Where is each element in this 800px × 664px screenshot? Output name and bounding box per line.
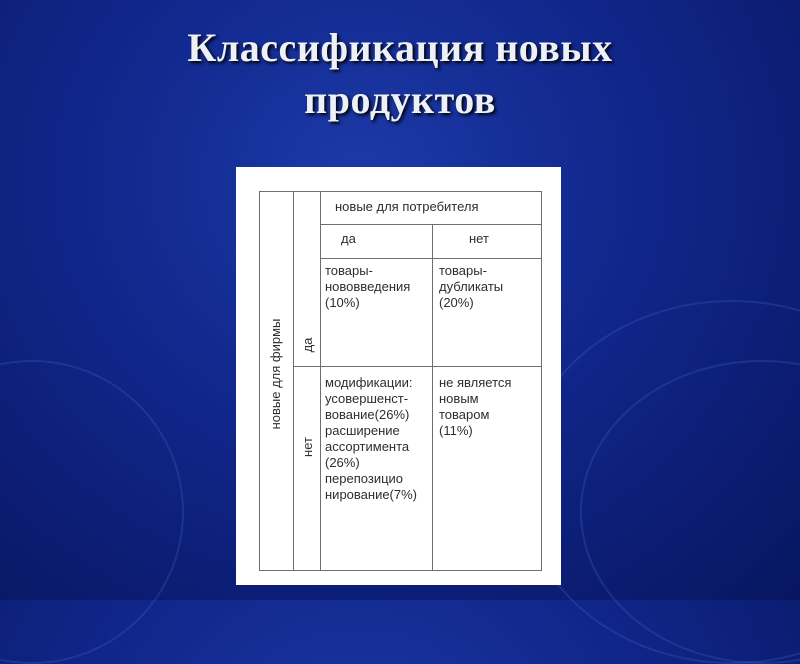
row-no-label: нет xyxy=(300,437,315,457)
row-no-cell xyxy=(293,366,321,571)
cell-firm-no-consumer-yes xyxy=(320,366,433,571)
cell-modifications-text: модификации: усовершенст- вование(26%) расширение ассортимента (26%) перепозицио нирование(7%) xyxy=(325,375,418,502)
consumer-header-label: новые для потребителя xyxy=(335,199,479,214)
background-swirl xyxy=(0,360,184,664)
classification-table xyxy=(236,167,561,585)
cell-not-new-text: не является новым товаром (11%) xyxy=(439,375,512,438)
col-no-label: нет xyxy=(469,231,489,246)
col-yes-cell xyxy=(320,224,433,259)
cell-duplicates-text: товары- дубликаты (20%) xyxy=(439,263,504,310)
cell-firm-yes-consumer-no xyxy=(432,258,542,367)
cell-firm-yes-consumer-yes xyxy=(320,258,433,367)
firm-header-cell xyxy=(259,191,294,571)
firm-header-label: новые для фирмы xyxy=(268,318,283,430)
row-yes-cell xyxy=(293,191,321,367)
row-yes-label: да xyxy=(300,337,315,353)
col-no-cell xyxy=(432,224,542,259)
consumer-header-cell xyxy=(320,191,542,225)
cell-innovations-text: товары- нововведения (10%) xyxy=(325,263,411,310)
col-yes-label: да xyxy=(341,231,356,246)
slide-title-line-2: продуктов xyxy=(304,77,496,122)
slide-title-line-1: Классификация новых xyxy=(187,25,613,70)
cell-firm-no-consumer-no xyxy=(432,366,542,571)
slide-title xyxy=(60,22,740,126)
